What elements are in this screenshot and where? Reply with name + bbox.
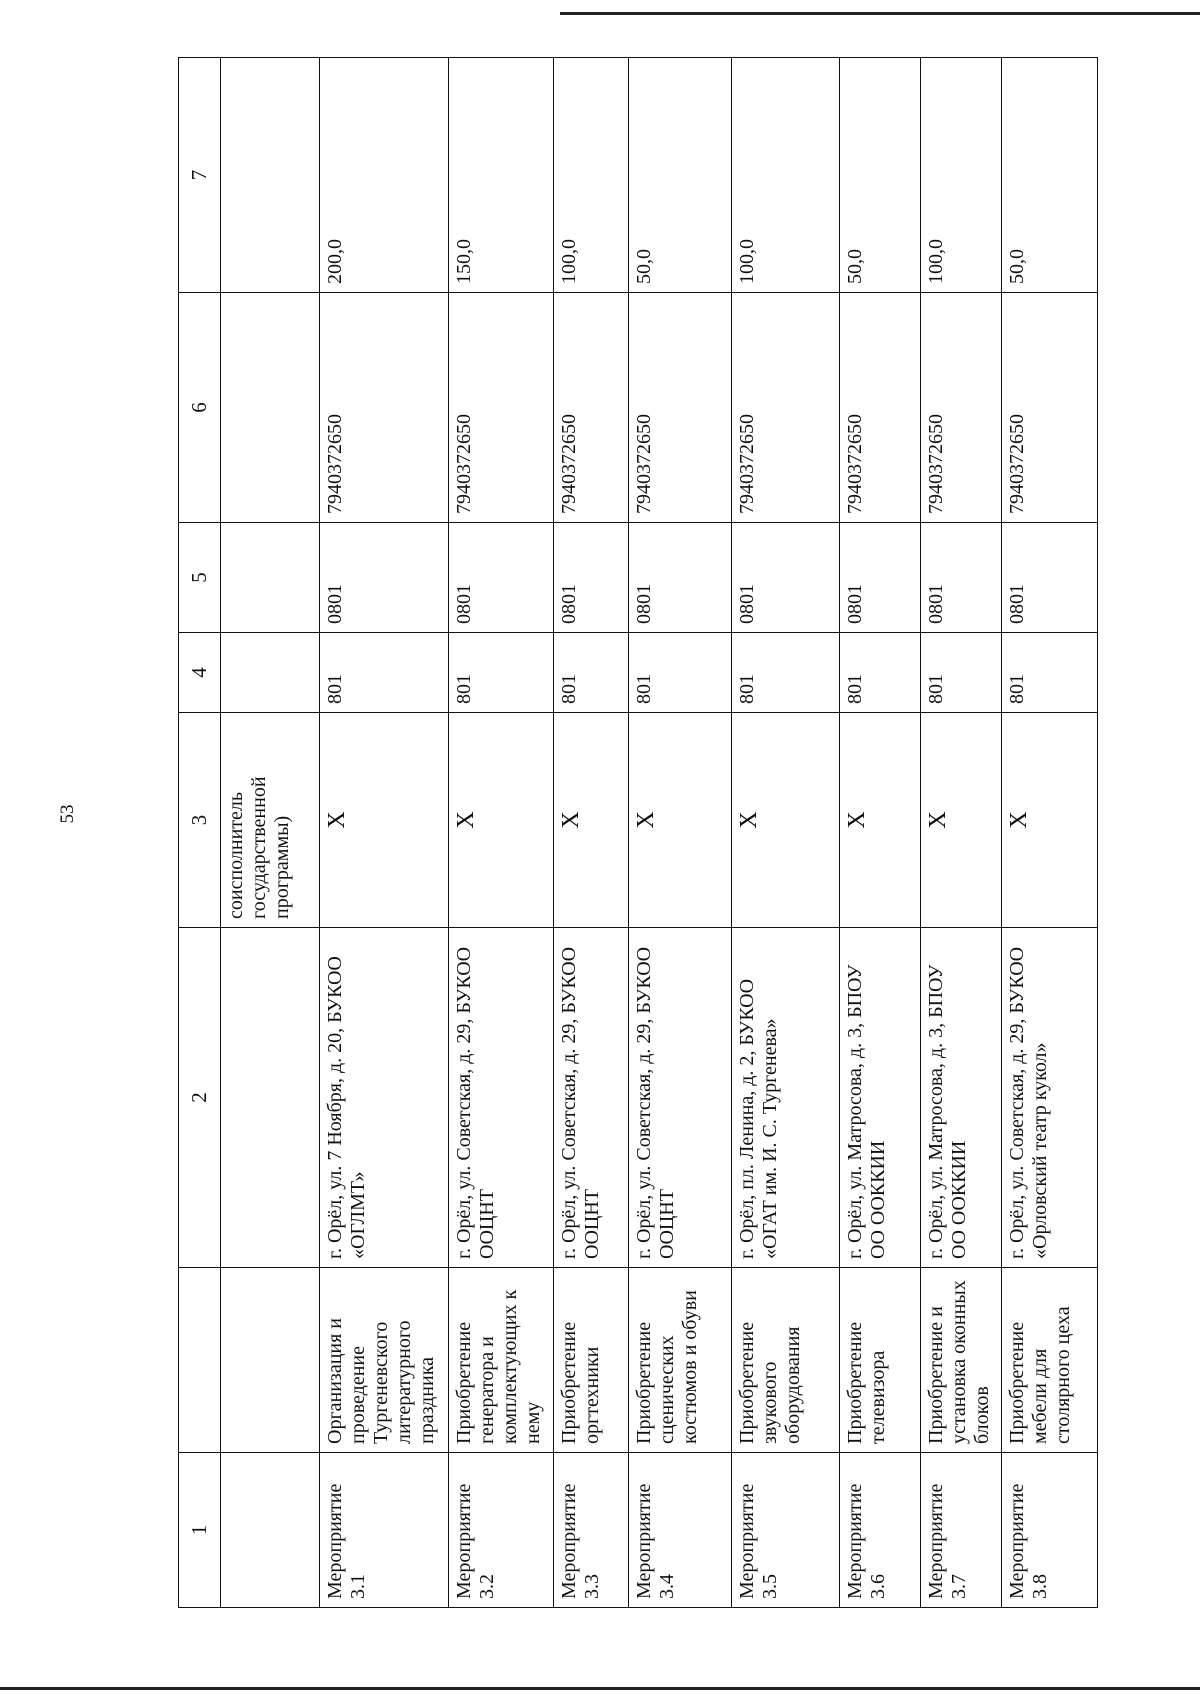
empty-cell [220,293,320,523]
event-name-cell: Приобретение оргтехники [553,1268,628,1453]
amount-cell: 100,0 [732,58,840,293]
empty-cell [220,523,320,633]
header-cell: 7 [179,58,221,293]
scan-edge-line-top [560,12,1200,15]
event-id-cell: Мероприятие 3.2 [448,1453,553,1608]
address-cell: г. Орёл, ул. Советская, д. 29, БУКОО «Орловский театр кукол» [1002,928,1098,1268]
ministry-code-cell: 801 [628,633,732,713]
event-name-cell: Приобретение звукового оборудования [732,1268,840,1453]
section-code-cell: 0801 [320,523,449,633]
section-code-cell: 0801 [448,523,553,633]
event-id-cell: Мероприятие 3.5 [732,1453,840,1608]
section-code-cell: 0801 [553,523,628,633]
section-code-cell: 0801 [628,523,732,633]
ministry-code-cell: 801 [732,633,840,713]
empty-cell [220,1453,320,1608]
table-row [448,58,553,1608]
empty-cell [220,633,320,713]
target-article-cell: 7940372650 [840,293,921,523]
event-name-cell: Приобретение телевизора [840,1268,921,1453]
event-name-cell: Приобретение и установка оконных блоков [921,1268,1002,1453]
target-article-cell: 7940372650 [553,293,628,523]
ministry-code-cell: 801 [448,633,553,713]
amount-cell: 200,0 [320,58,449,293]
amount-cell: 50,0 [840,58,921,293]
address-cell: г. Орёл, ул. Советская, д. 29, БУКОО ООЦНТ [628,928,732,1268]
header-cell: 1 [179,1453,221,1608]
table-row [921,58,1002,1608]
event-id-cell: Мероприятие 3.7 [921,1453,1002,1608]
section-code-cell: 0801 [1002,523,1098,633]
empty-cell [220,58,320,293]
table-row [732,58,840,1608]
header-cell: 3 [179,713,221,928]
ministry-code-cell: 801 [921,633,1002,713]
scan-edge-line-bottom [0,1687,1200,1690]
executor-mark-cell: X [553,713,628,928]
header-cell [179,1268,221,1453]
table-row [553,58,628,1608]
column-number-row [179,58,221,1608]
address-cell: г. Орёл, ул. Советская, д. 29, БУКОО ООЦНТ [448,928,553,1268]
program-events-table [178,57,1098,1608]
event-name-cell: Приобретение мебели для столярного цеха [1002,1268,1098,1453]
co-executor-caption: соисполнитель государственной программы) [220,713,320,928]
header-continuation-row [220,58,320,1608]
address-cell: г. Орёл, ул. Матросова, д. 3, БПОУ ОО ООККИИ [840,928,921,1268]
amount-cell: 100,0 [921,58,1002,293]
event-name-cell: Организация и проведение Тургеневского литературного праздника [320,1268,449,1453]
event-id-cell: Мероприятие 3.1 [320,1453,449,1608]
amount-cell: 100,0 [553,58,628,293]
table-row [628,58,732,1608]
section-code-cell: 0801 [921,523,1002,633]
ministry-code-cell: 801 [553,633,628,713]
ministry-code-cell: 801 [1002,633,1098,713]
address-cell: г. Орёл, ул. 7 Ноября, д. 20, БУКОО «ОГЛМТ» [320,928,449,1268]
target-article-cell: 7940372650 [628,293,732,523]
address-cell: г. Орёл, пл. Ленина, д. 2, БУКОО «ОГАТ им. И. С. Тургенева» [732,928,840,1268]
rotated-table-wrapper [178,58,1098,1608]
event-id-cell: Мероприятие 3.8 [1002,1453,1098,1608]
target-article-cell: 7940372650 [1002,293,1098,523]
executor-mark-cell: X [732,713,840,928]
event-name-cell: Приобретение сценических костюмов и обуви [628,1268,732,1453]
executor-mark-cell: X [1002,713,1098,928]
event-id-cell: Мероприятие 3.4 [628,1453,732,1608]
empty-cell [220,928,320,1268]
amount-cell: 50,0 [628,58,732,293]
table-row [1002,58,1098,1608]
event-id-cell: Мероприятие 3.6 [840,1453,921,1608]
amount-cell: 150,0 [448,58,553,293]
header-cell: 6 [179,293,221,523]
target-article-cell: 7940372650 [921,293,1002,523]
section-code-cell: 0801 [732,523,840,633]
address-cell: г. Орёл, ул. Матросова, д. 3, БПОУ ОО ООККИИ [921,928,1002,1268]
executor-mark-cell: X [320,713,449,928]
amount-cell: 50,0 [1002,58,1098,293]
event-name-cell: Приобретение генератора и комплектующих к нему [448,1268,553,1453]
executor-mark-cell: X [840,713,921,928]
executor-mark-cell: X [628,713,732,928]
page-number: 53 [57,804,78,824]
header-cell: 5 [179,523,221,633]
target-article-cell: 7940372650 [732,293,840,523]
executor-mark-cell: X [921,713,1002,928]
executor-mark-cell: X [448,713,553,928]
empty-cell [220,1268,320,1453]
ministry-code-cell: 801 [320,633,449,713]
ministry-code-cell: 801 [840,633,921,713]
header-cell: 4 [179,633,221,713]
target-article-cell: 7940372650 [320,293,449,523]
table-row [840,58,921,1608]
section-code-cell: 0801 [840,523,921,633]
event-id-cell: Мероприятие 3.3 [553,1453,628,1608]
target-article-cell: 7940372650 [448,293,553,523]
table-row [320,58,449,1608]
address-cell: г. Орёл, ул. Советская, д. 29, БУКОО ООЦНТ [553,928,628,1268]
header-cell: 2 [179,928,221,1268]
